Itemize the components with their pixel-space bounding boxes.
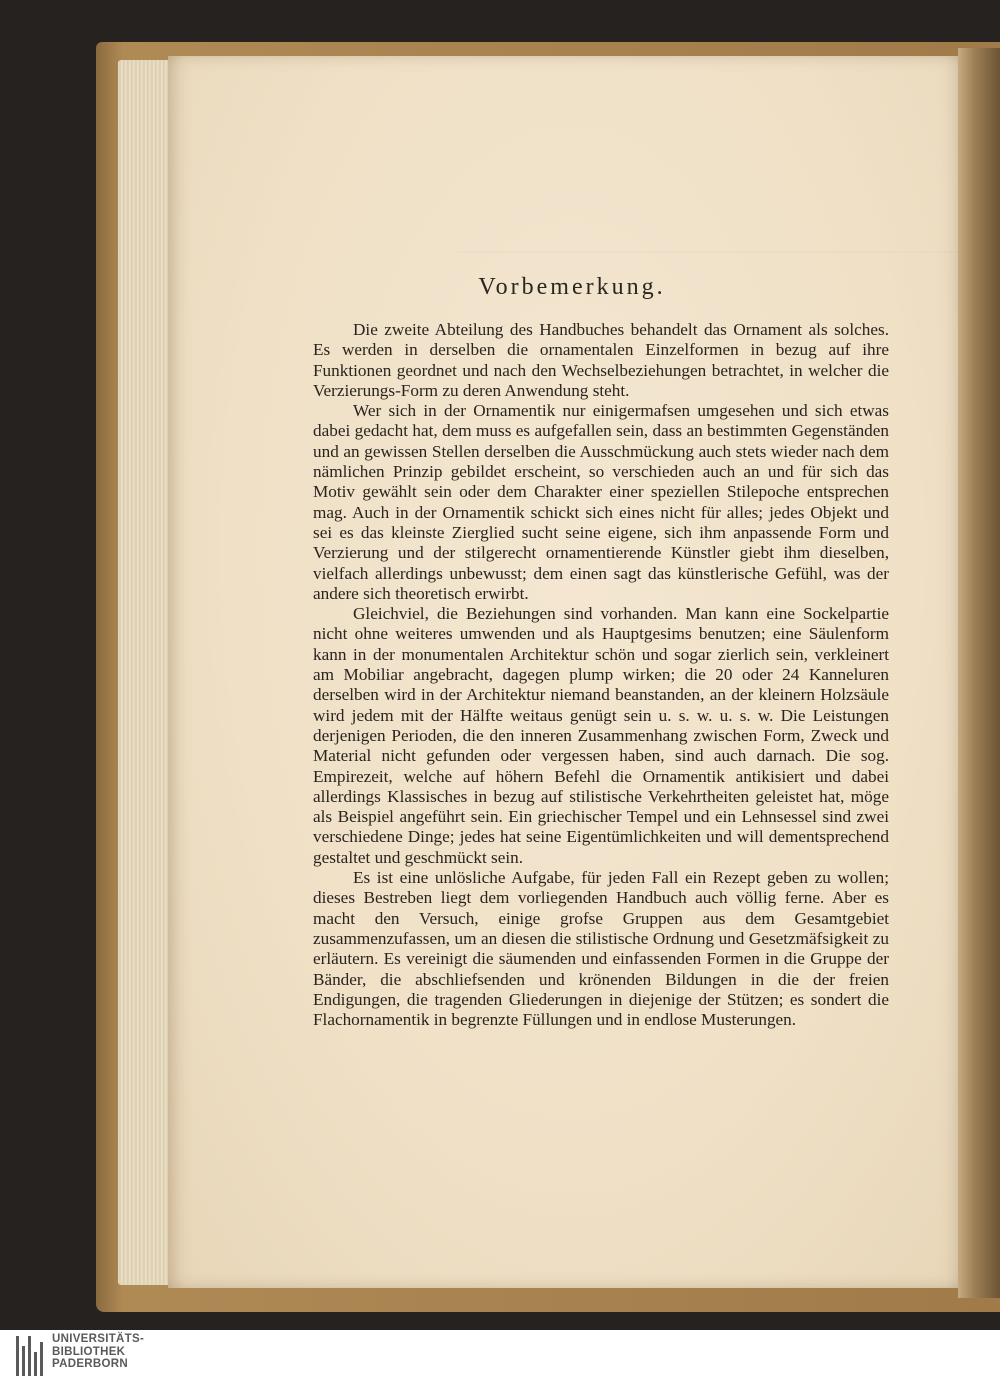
paragraph-2: Wer sich in der Ornamentik nur einigermafsen umgesehen und sich etwas dabei gedacht hat, dem muss es aufgefallen sein, dass an bestimmten Gegenständen und an gewissen Stellen derselben die Ausschmückung auch stets wieder nach dem nämlichen Prinzip gebildet erscheint, so verschieden auch an und für sich das Motiv gewählt sein oder dem Charakter einer speziellen Stilepoche entsprechen mag. Auch in der Ornamentik schickt sich eines nicht für alles; jedes Objekt und sei es das kleinste Zierglied sucht seine eigene, sich ihm anpassende Form und Verzierung und der stilgerecht ornamentierende Künstler giebt ihm dieselben, vielfach allerdings unbewusst; dem einen sagt das künstlerische Gefühl, was der andere sich theoretisch erwirbt. [313,401,889,603]
body-text [313,320,889,1030]
library-logo-text [52,1333,144,1371]
facing-page-edge [958,48,1000,1298]
paragraph-1: Die zweite Abteilung des Handbuches behandelt das Ornament als solches. Es werden in derselben die ornamentalen Einzelformen in bezug auf ihre Funktionen geordnet und nach den Wechselbeziehungen betrachtet, in welcher die Verzierungs-Form zu deren Anwendung steht. [313,320,889,400]
logo-line-1: UNIVERSITÄTS- [52,1333,145,1345]
paragraph-3: Gleichviel, die Beziehungen sind vorhanden. Man kann eine Sockelpartie nicht ohne weiteres umwenden und als Hauptgesims benutzen; eine Säulenform kann in der monumentalen Architektur schön und sogar zierlich sein, verkleinert am Mobiliar angebracht, dagegen plump wirken; die 20 oder 24 Kanneluren derselben wird in der Architektur niemand beanstanden, an der kleinern Holzsäule wird jedem mit der Hälfte weitaus genügt sein u. s. w. u. s. w. Die Leistungen derjenigen Perioden, die den inneren Zusammenhang zwischen Form, Zweck und Material nicht gefunden oder vergessen haben, sind auch darnach. Die sog. Empirezeit, welche auf höhern Befehl die Ornamentik antikisiert und dabei allerdings Klassisches in bezug auf stilistische Verkehrtheiten geleistet hat, möge als Beispiel angeführt sein. Ein griechischer Tempel und ein Lehnsessel sind zwei verschiedene Dinge; jedes hat seine Eigentümlichkeiten und will dementsprechend gestaltet und geschmückt sein. [313,604,889,867]
page-title: Vorbemerkung. [478,274,666,300]
library-bars-icon [16,1336,46,1376]
paragraph-4: Es ist eine unlösliche Aufgabe, für jeden Fall ein Rezept geben zu wollen; dieses Bestreben liegt dem vorliegenden Handbuch auch völlig ferne. Aber es macht den Versuch, einige grofse Gruppen aus dem Gesamtgebiet zusammenzufassen, um an diesen die stilistische Ordnung und Gesetzmäfsigkeit zu erläutern. Es vereinigt die säumenden und einfassenden Formen in die Gruppe der Bänder, die abschliefsenden und krönenden Bildungen in die der freien Endigungen, die tragenden Gliederungen in diejenige der Stützen; es sondert die Flachornamentik in begrenzte Füllungen und in endlose Musterungen. [313,868,889,1030]
logo-line-2: BIBLIOTHEK [52,1345,126,1358]
footer-bar [0,1330,1000,1381]
logo-line-3: PADERBORN [52,1358,128,1370]
